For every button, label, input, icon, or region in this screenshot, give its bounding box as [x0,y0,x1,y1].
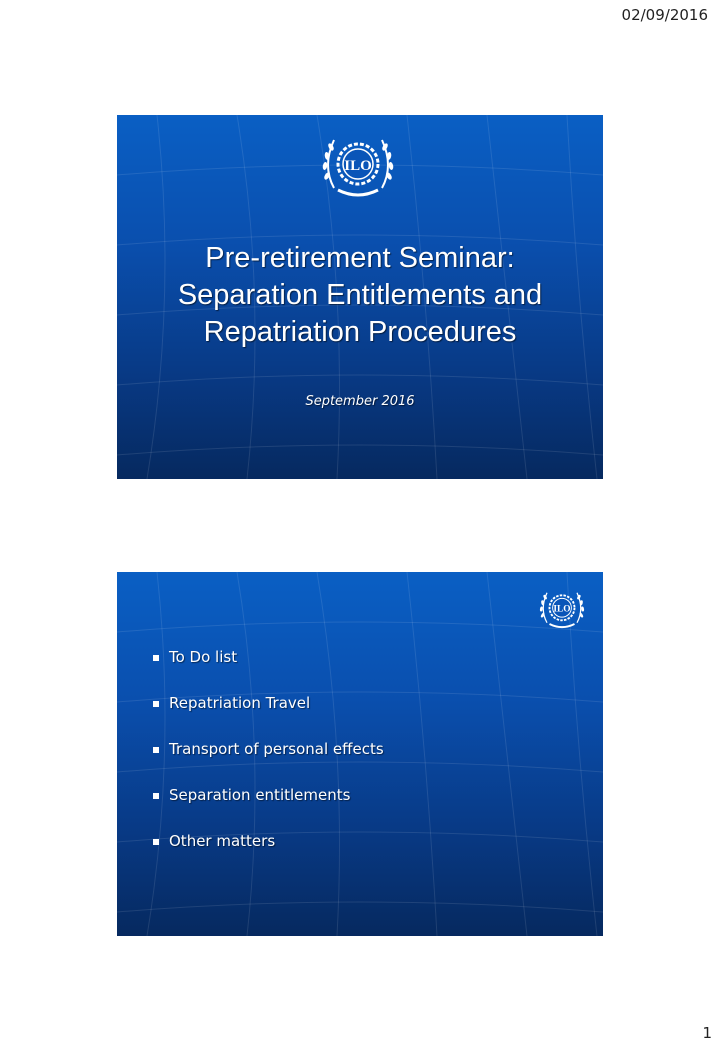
slide-title-line-3: Repatriation Procedures [203,316,517,348]
list-item [153,648,384,694]
bullet-square-icon [153,839,159,845]
slide-title-page [117,115,603,479]
slide-title-line-2: Separation Entitlements and [177,279,543,311]
agenda-list [153,648,384,878]
list-item-label: Transport of personal effects [169,740,384,758]
bullet-square-icon [153,655,159,661]
list-item [153,740,384,786]
bullet-square-icon [153,747,159,753]
logo-text: ILO [344,158,372,174]
list-item [153,832,384,878]
list-item-label: Separation entitlements [169,786,351,804]
list-item [153,786,384,832]
list-item-label: Repatriation Travel [169,694,311,712]
slide-date: September 2016 [305,394,415,409]
slide-title [127,240,593,351]
logo-text: ILO [553,604,571,615]
bullet-square-icon [153,701,159,707]
ilo-emblem-icon [318,126,398,206]
list-item-label: To Do list [169,648,238,666]
list-item [153,694,384,740]
page-number: 1 [702,1024,712,1042]
slide-agenda [117,572,603,936]
list-item-label: Other matters [169,832,276,850]
bullet-square-icon [153,793,159,799]
ilo-emblem-icon [537,584,587,634]
page-date: 02/09/2016 [621,6,708,24]
slide-title-line-1: Pre-retirement Seminar: [205,242,515,274]
